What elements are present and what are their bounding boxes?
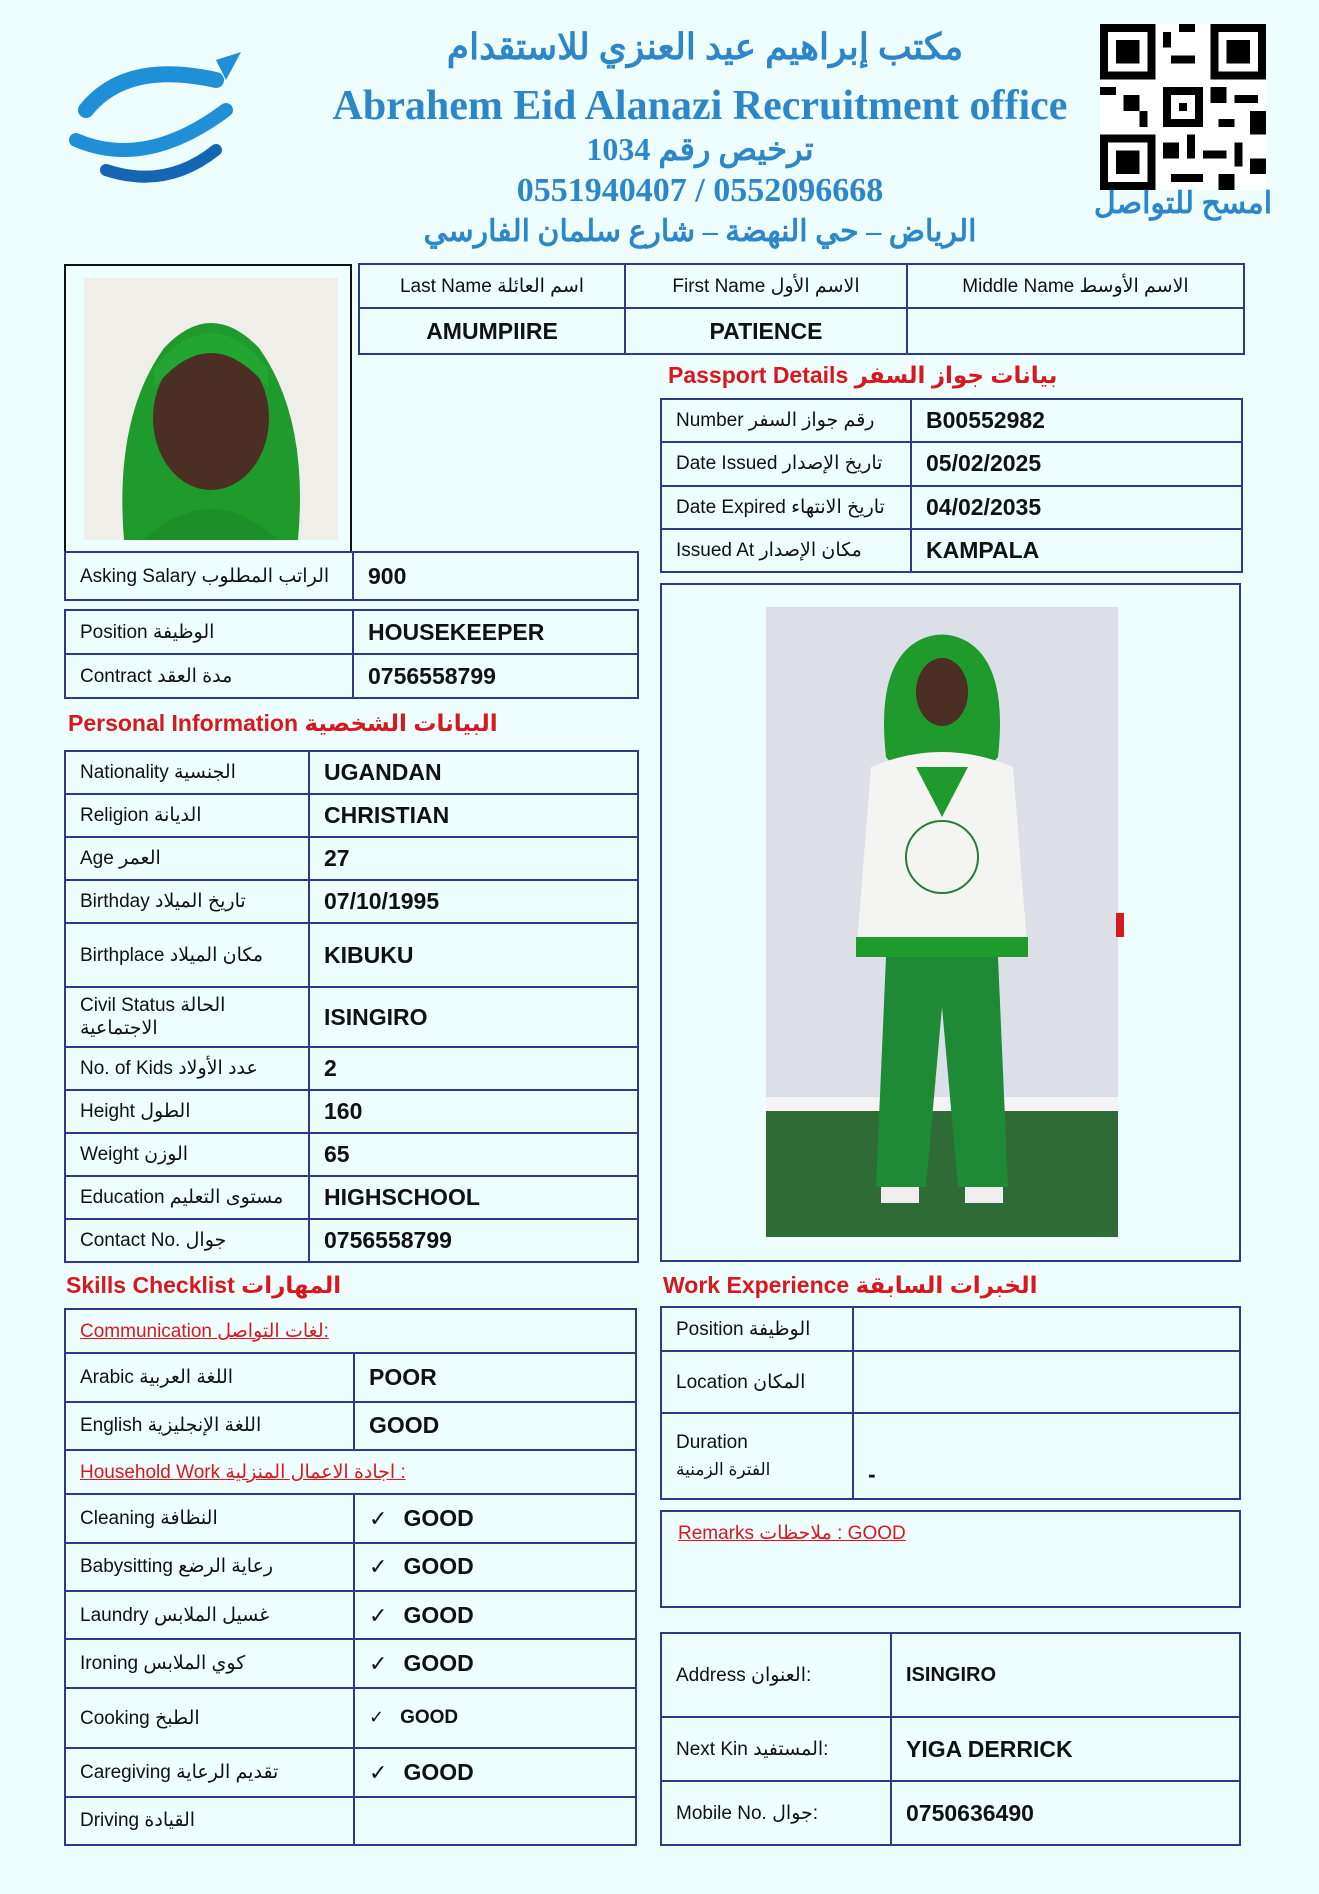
cooking-label: Cooking الطبخ: [65, 1688, 354, 1748]
mobile-label: Mobile No. جوال:: [661, 1781, 891, 1845]
qr-code[interactable]: [1100, 24, 1266, 190]
height-value: 160: [309, 1090, 638, 1133]
issued-at-label: Issued At مكان الإصدار: [661, 529, 911, 572]
passport-table: [660, 398, 1243, 573]
middle-name-value: [907, 308, 1244, 354]
laundry-check-icon: ✓: [369, 1602, 388, 1628]
full-body-photo: [766, 607, 1118, 1237]
personal-section-title: Personal Information البيانات الشخصية: [68, 710, 498, 736]
babysitting-check-icon: ✓: [369, 1554, 388, 1580]
office-address: الرياض – حي النهضة – شارع سلمان الفارسي: [423, 215, 977, 248]
skills-table: [64, 1308, 637, 1846]
civil-status-label: Civil Status الحالة الاجتماعية: [65, 987, 309, 1047]
contact-number-label: Contact No. جوال: [65, 1219, 309, 1262]
household-header: Household Work اجادة الاعمال المنزلية :: [80, 1461, 406, 1483]
remarks-box: [660, 1510, 1241, 1608]
work-location-label: Location المكان: [661, 1351, 853, 1413]
remarks-text: Remarks ملاحظات : GOOD: [678, 1523, 906, 1544]
ironing-check-icon: ✓: [369, 1651, 388, 1677]
birthplace-value: KIBUKU: [309, 923, 638, 987]
work-position-label: Position الوظيفة: [661, 1307, 853, 1351]
work-duration-label: [661, 1413, 853, 1499]
ironing-label: Ironing كوي الملابس: [65, 1639, 354, 1687]
birthday-label: Birthday تاريخ الميلاد: [65, 880, 309, 923]
name-table: [358, 263, 1245, 355]
arabic-title: مكتب إبراهيم عيد العنزي للاستقدام: [446, 27, 964, 67]
english-value: GOOD: [354, 1402, 636, 1450]
last-name-value: AMUMPIIRE: [359, 308, 625, 354]
age-value: 27: [309, 837, 638, 880]
portrait-photo-frame: [64, 264, 352, 553]
education-label: Education مستوى التعليم: [65, 1176, 309, 1219]
date-expired-label: Date Expired تاريخ الانتهاء: [661, 486, 911, 529]
contract-label: Contract مدة العقد: [65, 654, 353, 698]
work-location-value: [853, 1351, 1240, 1413]
issued-at-value: KAMPALA: [911, 529, 1242, 572]
scan-to-contact: امسح للتواصل: [1093, 187, 1273, 220]
weight-value: 65: [309, 1133, 638, 1176]
birthday-value: 07/10/1995: [309, 880, 638, 923]
cleaning-value: GOOD: [403, 1505, 474, 1532]
english-label: English اللغة الإنجليزية: [65, 1402, 354, 1450]
religion-label: Religion الديانة: [65, 794, 309, 837]
caregiving-label: Caregiving تقديم الرعاية: [65, 1748, 354, 1796]
address-value: ISINGIRO: [891, 1633, 1240, 1717]
date-issued-label: Date Issued تاريخ الإصدار: [661, 442, 911, 485]
driving-label: Driving القيادة: [65, 1797, 354, 1845]
date-expired-value: 04/02/2035: [911, 486, 1242, 529]
company-logo: [66, 40, 246, 200]
kids-value: 2: [309, 1047, 638, 1090]
civil-status-value: ISINGIRO: [309, 987, 638, 1047]
full-body-photo-frame: [660, 583, 1241, 1262]
asking-salary-value: 900: [353, 552, 638, 600]
education-value: HIGHSCHOOL: [309, 1176, 638, 1219]
caregiving-check-icon: ✓: [369, 1759, 388, 1785]
caregiving-value: GOOD: [403, 1758, 474, 1785]
age-label: Age العمر: [65, 837, 309, 880]
position-contract-table: [64, 609, 639, 699]
cooking-value: GOOD: [400, 1707, 459, 1729]
communication-header: Communication لغات التواصل:: [80, 1320, 329, 1342]
next-kin-label: Next Kin المستفيد:: [661, 1717, 891, 1781]
cleaning-check-icon: ✓: [369, 1506, 388, 1532]
license-number: ترخيص رقم 1034: [586, 131, 814, 167]
work-table: [660, 1306, 1241, 1500]
work-duration-label-ar: الفترة الزمنية: [676, 1460, 771, 1479]
babysitting-value: GOOD: [403, 1553, 474, 1580]
work-duration-value: -: [853, 1413, 1240, 1499]
mobile-value: 0750636490: [891, 1781, 1240, 1845]
contact-table: [660, 1632, 1241, 1846]
passport-number-label: Number رقم جواز السفر: [661, 399, 911, 442]
driving-value: [354, 1797, 636, 1845]
address-label: Address العنوان:: [661, 1633, 891, 1717]
weight-label: Weight الوزن: [65, 1133, 309, 1176]
kids-label: No. of Kids عدد الأولاد: [65, 1047, 309, 1090]
ironing-value: GOOD: [403, 1650, 474, 1677]
middle-name-label: Middle Name الاسم الأوسط: [907, 264, 1244, 308]
cleaning-label: Cleaning النظافة: [65, 1494, 354, 1542]
portrait-photo: [84, 278, 338, 540]
work-duration-label-en: Duration: [676, 1432, 748, 1453]
next-kin-value: YIGA DERRICK: [891, 1717, 1240, 1781]
contact-number-value: 0756558799: [309, 1219, 638, 1262]
arabic-value: POOR: [354, 1353, 636, 1401]
date-issued-value: 05/02/2025: [911, 442, 1242, 485]
first-name-label: First Name الاسم الأول: [625, 264, 907, 308]
babysitting-label: Babysitting رعاية الرضع: [65, 1543, 354, 1591]
contract-value: 0756558799: [353, 654, 638, 698]
work-section-title: Work Experience الخبرات السابقة: [663, 1272, 1038, 1298]
asking-salary-label: Asking Salary الراتب المطلوب: [65, 552, 353, 600]
nationality-label: Nationality الجنسية: [65, 751, 309, 794]
phone-numbers: 0551940407 / 0552096668: [516, 172, 884, 209]
position-value: HOUSEKEEPER: [353, 610, 638, 654]
personal-table: [64, 750, 639, 1263]
position-label: Position الوظيفة: [65, 610, 353, 654]
first-name-value: PATIENCE: [625, 308, 907, 354]
arabic-label: Arabic اللغة العربية: [65, 1353, 354, 1401]
work-position-value: [853, 1307, 1240, 1351]
passport-number-value: B00552982: [911, 399, 1242, 442]
last-name-label: Last Name اسم العائلة: [359, 264, 625, 308]
laundry-value: GOOD: [403, 1601, 474, 1628]
red-mark: [1116, 913, 1124, 937]
salary-table: [64, 551, 639, 601]
height-label: Height الطول: [65, 1090, 309, 1133]
nationality-value: UGANDAN: [309, 751, 638, 794]
birthplace-label: Birthplace مكان الميلاد: [65, 923, 309, 987]
laundry-label: Laundry غسيل الملابس: [65, 1591, 354, 1639]
religion-value: CHRISTIAN: [309, 794, 638, 837]
skills-section-title: Skills Checklist المهارات: [66, 1272, 342, 1298]
passport-section-title: Passport Details بيانات جواز السفر: [668, 362, 1058, 388]
english-title: Abrahem Eid Alanazi Recruitment office: [332, 83, 1068, 129]
cooking-check-icon: ✓: [369, 1707, 385, 1728]
